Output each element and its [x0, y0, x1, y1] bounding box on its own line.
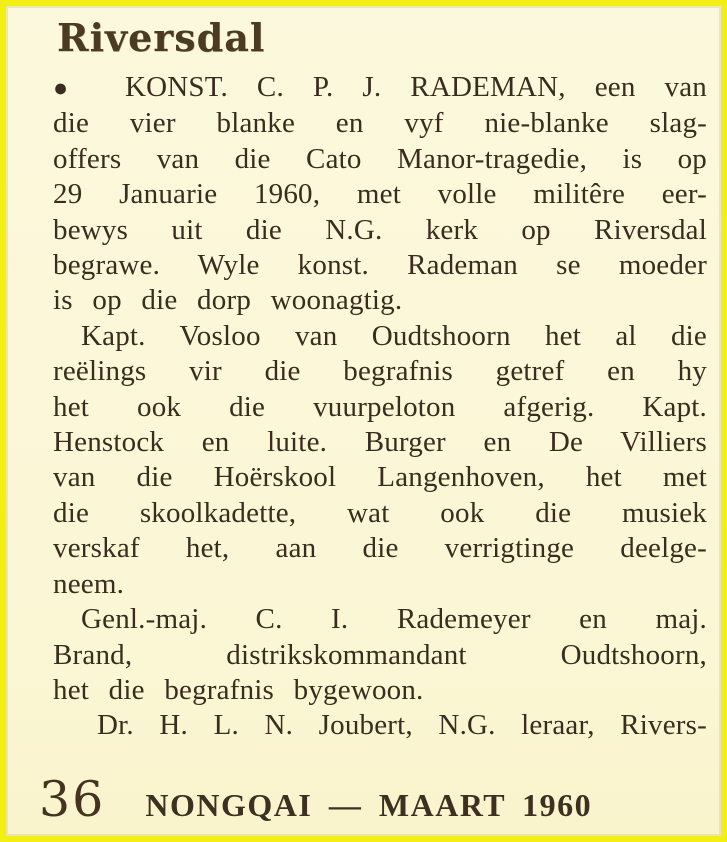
article-line: bewys uit die N.G. kerk op Riversdal: [53, 213, 707, 246]
article-line: offers van die Cato Manor-tragedie, is op: [53, 142, 707, 175]
article-line: [53, 70, 707, 106]
article-line: die vier blanke en vyf nie-blanke slag-: [53, 107, 707, 140]
article-line-text: KONST. C. P. J. RADEMAN, een van: [125, 71, 707, 103]
article-line: die skoolkadette, wat ook die musiek: [53, 496, 707, 529]
journal-title: NONGQAI — MAART 1960: [145, 786, 593, 823]
article-line: begrawe. Wyle konst. Rademan se moeder: [53, 249, 707, 282]
article-line: verskaf het, aan die verrigtinge deelge-: [53, 532, 707, 565]
article-line: Brand, distrikskommandant Oudtshoorn,: [53, 638, 707, 671]
page-footer: [39, 770, 707, 828]
article-line: Genl.-maj. C. I. Rademeyer en maj.: [81, 603, 707, 636]
article-title: Riversdal: [57, 15, 266, 60]
page-number: 36: [39, 770, 106, 828]
bullet-icon: ●: [53, 75, 69, 102]
article-line: Dr. H. L. N. Joubert, N.G. leraar, Rivers-: [97, 709, 707, 742]
article-line: neem.: [53, 567, 125, 600]
article-line: Henstock en luite. Burger en De Villiers: [53, 426, 707, 459]
article-line: Kapt. Vosloo van Oudtshoorn het al die: [81, 319, 707, 352]
article-body: [53, 70, 707, 744]
article-line: het ook die vuurpeloton afgerig. Kapt.: [53, 390, 707, 423]
article-line: het die begrafnis bygewoon.: [53, 673, 424, 706]
article-line: reëlings vir die begrafnis getref en hy: [53, 355, 707, 388]
article-line: 29 Januarie 1960, met volle militêre eer-: [53, 178, 707, 211]
article-line: van die Hoërskool Langenhoven, het met: [53, 461, 707, 494]
article-line: is op die dorp woonagtig.: [53, 284, 403, 317]
